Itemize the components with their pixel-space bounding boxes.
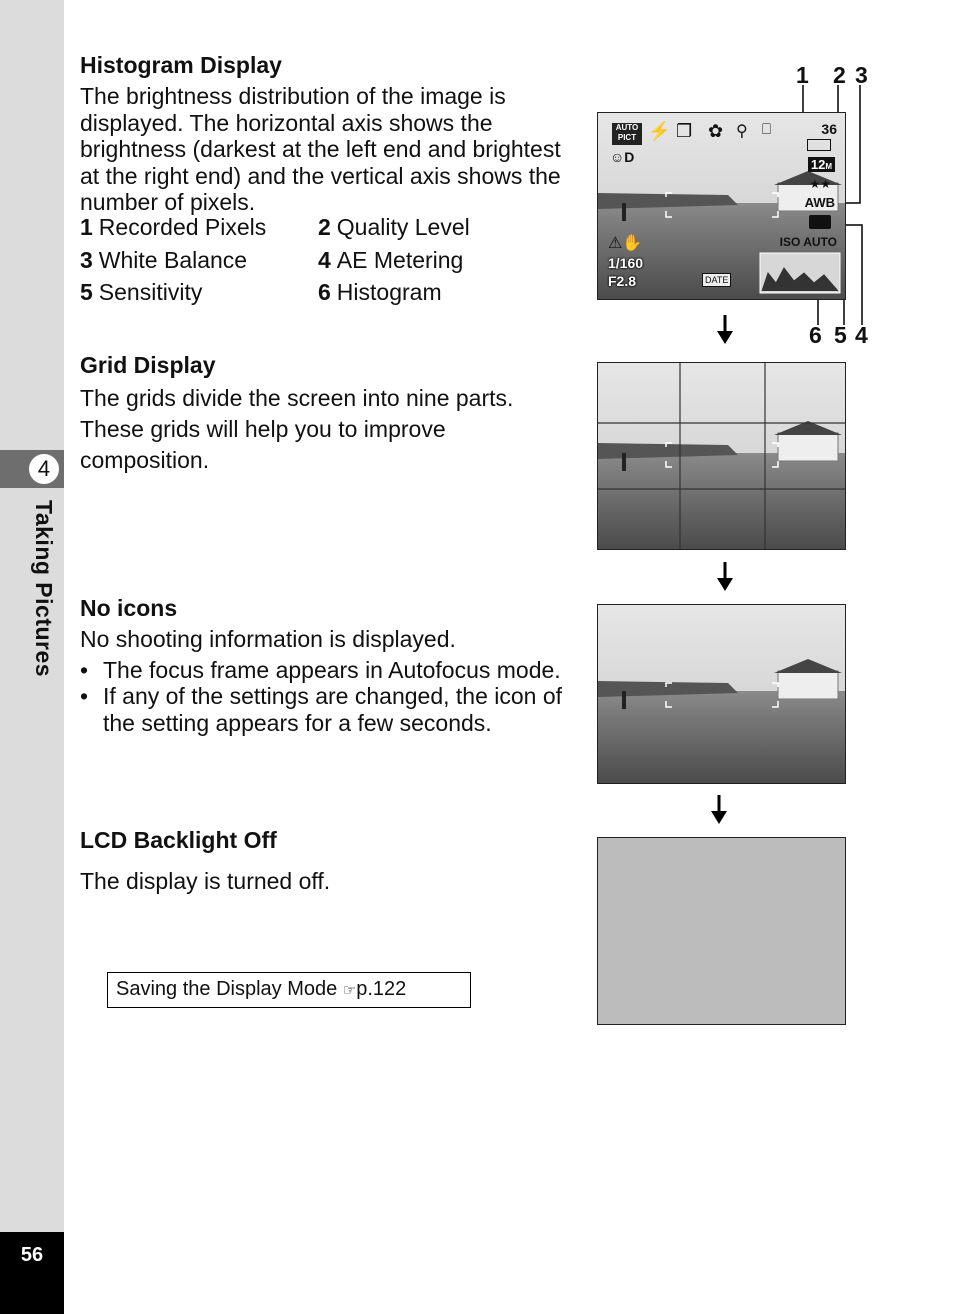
body-noicons: No shooting information is displayed. — [80, 626, 456, 652]
section-noicons — [80, 594, 580, 736]
callout-3: 3 — [855, 62, 868, 88]
legend-item: 1 Recorded Pixels — [80, 214, 267, 240]
section-histogram — [80, 51, 580, 216]
shake-warning-icon: ⚠✋ — [608, 235, 643, 252]
recorded-pixels: 12M — [808, 157, 835, 172]
lcd-grid-screen — [597, 362, 846, 550]
ae-metering-icon — [809, 215, 831, 229]
legend-item: 3 White Balance — [80, 246, 248, 273]
bullet-list — [80, 657, 580, 737]
auto-pict-icon: AUTO PICT — [612, 123, 642, 145]
shutter-speed: 1/160 — [608, 255, 644, 271]
legend-list — [80, 214, 560, 312]
aperture: F2.8 — [608, 273, 637, 289]
legend-item: 2 Quality Level — [318, 214, 470, 240]
callout-4: 4 — [855, 322, 868, 348]
date-imprint: DATE — [702, 273, 731, 287]
scene-image — [598, 363, 846, 550]
heading-noicons: No icons — [80, 595, 178, 621]
scene-image — [598, 605, 846, 784]
quality-stars-icon: ★★ — [809, 177, 831, 191]
lcd-noicons-screen — [597, 604, 846, 784]
body-grid: The grids divide the screen into nine parts. These grids will help you to improve composition. — [80, 385, 514, 473]
pointing-hand-icon: ☞ — [342, 982, 357, 999]
page-number: 56 — [20, 1244, 44, 1266]
zoom-icon: ⚲ — [736, 123, 748, 140]
iso-sensitivity: ISO AUTO — [779, 235, 837, 249]
flash-off-icon: ⚡ — [648, 121, 671, 141]
section-backlight — [80, 826, 580, 895]
drive-mode-icon: ❐ — [676, 121, 693, 141]
white-balance: AWB — [804, 195, 835, 210]
bullet-item: • The focus frame appears in Autofocus mode. — [80, 657, 580, 684]
down-arrow-icon — [714, 562, 736, 592]
lcd-off-screen — [597, 837, 846, 1025]
macro-icon: ✿ — [708, 121, 724, 141]
chapter-title: Taking Pictures — [31, 500, 57, 678]
legend-item: 4 AE Metering — [318, 246, 464, 273]
heading-grid: Grid Display — [80, 352, 216, 378]
bullet-item: • If any of the settings are changed, the icon of the setting appears for a few seconds. — [80, 683, 580, 736]
callout-1: 1 — [796, 62, 809, 88]
shots-remaining: 36 — [821, 121, 837, 137]
face-detect-icon: ☺D — [610, 149, 635, 165]
heading-backlight: LCD Backlight Off — [80, 827, 277, 853]
battery-icon — [807, 139, 831, 151]
section-grid — [80, 351, 580, 476]
chapter-number: 4 — [27, 452, 61, 486]
callout-6: 6 — [809, 322, 822, 348]
down-arrow-icon — [708, 795, 730, 825]
memory-icon: ⎕ — [762, 121, 772, 138]
lcd-histogram-screen — [597, 112, 846, 300]
body-histogram: The brightness distribution of the image is displayed. The horizontal axis shows the brightness (darkest at the left end and brightest at the right end) and the vertical axis shows the number of pixels. — [80, 83, 561, 215]
body-backlight: The display is turned off. — [80, 868, 331, 894]
reference-note: Saving the Display Mode ☞p.122 — [107, 972, 471, 1008]
callout-2: 2 — [833, 62, 846, 88]
callout-5: 5 — [834, 322, 847, 348]
legend-item: 5 Sensitivity — [80, 279, 203, 305]
heading-histogram: Histogram Display — [80, 52, 282, 78]
down-arrow-icon — [714, 315, 736, 345]
legend-item: 6 Histogram — [318, 279, 442, 305]
